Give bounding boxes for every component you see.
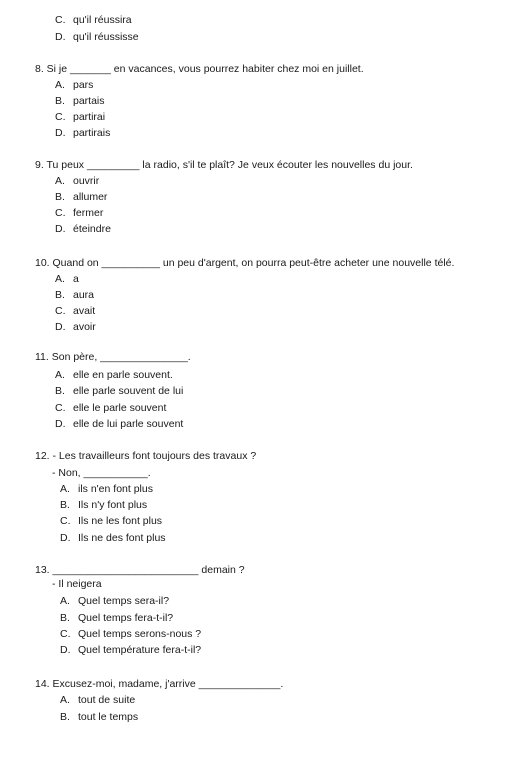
option-letter: C. (55, 111, 66, 123)
option-letter: B. (60, 711, 70, 723)
option-letter: D. (55, 321, 66, 333)
question-stem: 13. _________________________ demain ? (35, 564, 245, 576)
option-text: avait (73, 305, 96, 317)
question-subline: - Il neigera (52, 578, 102, 590)
option-letter: A. (55, 273, 65, 285)
option-letter: A. (60, 595, 70, 607)
option-text: Ils ne les font plus (78, 515, 163, 527)
option-text: elle de lui parle souvent (73, 418, 184, 430)
option-b (60, 498, 147, 512)
option-c (55, 13, 132, 27)
option-text: a (73, 273, 79, 285)
option-c (55, 110, 105, 124)
option-b (55, 288, 94, 302)
option-letter: A. (55, 79, 65, 91)
option-a (55, 78, 93, 92)
option-text: Quel température fera-t-il? (78, 644, 202, 656)
option-text: qu'il réussisse (73, 31, 139, 43)
option-letter: C. (60, 628, 71, 640)
option-letter: B. (60, 499, 70, 511)
option-letter: A. (60, 694, 70, 706)
option-text: qu'il réussira (73, 14, 132, 26)
option-letter: C. (55, 14, 66, 26)
option-a (60, 693, 135, 707)
option-letter: B. (55, 95, 65, 107)
option-c (60, 514, 162, 528)
option-letter: C. (55, 402, 66, 414)
option-letter: B. (55, 289, 65, 301)
option-text: tout le temps (78, 711, 139, 723)
option-text: Ils ne des font plus (78, 532, 166, 544)
option-letter: D. (55, 223, 66, 235)
option-c (55, 206, 103, 220)
option-text: Ils n'y font plus (78, 499, 148, 511)
option-d (55, 126, 110, 140)
option-d (60, 531, 166, 545)
option-letter: B. (60, 612, 70, 624)
question-stem: 12. - Les travailleurs font toujours des travaux ? (35, 450, 257, 462)
option-c (55, 401, 166, 415)
option-letter: D. (60, 644, 71, 656)
option-text: allumer (73, 191, 108, 203)
option-text: partais (73, 95, 105, 107)
option-text: aura (73, 289, 95, 301)
question-stem: 9. Tu peux _________ la radio, s'il te plaît? Je veux écouter les nouvelles du jour. (35, 159, 413, 171)
question-stem: 11. Son père, _______________. (35, 351, 191, 363)
option-d (55, 417, 183, 431)
option-text: Quel temps serons-nous ? (78, 628, 202, 640)
option-b (60, 611, 173, 625)
option-a (55, 174, 99, 188)
option-d (55, 222, 111, 236)
option-text: elle parle souvent de lui (73, 385, 184, 397)
option-d (55, 30, 139, 44)
option-text: tout de suite (78, 694, 136, 706)
option-b (55, 384, 183, 398)
option-text: fermer (73, 207, 104, 219)
option-text: ils n'en font plus (78, 483, 153, 495)
option-a (60, 482, 153, 496)
option-letter: C. (55, 305, 66, 317)
option-text: ouvrir (73, 175, 100, 187)
option-c (55, 304, 95, 318)
question-stem: 8. Si je _______ en vacances, vous pourrez habiter chez moi en juillet. (35, 63, 364, 75)
option-letter: D. (55, 127, 66, 139)
option-letter: C. (60, 515, 71, 527)
option-letter: B. (55, 191, 65, 203)
option-letter: C. (55, 207, 66, 219)
option-text: Quel temps sera-il? (78, 595, 170, 607)
question-stem: 10. Quand on __________ un peu d'argent, on pourra peut-être acheter une nouvelle télé. (35, 257, 455, 269)
option-text: éteindre (73, 223, 111, 235)
option-b (55, 94, 105, 108)
option-letter: D. (55, 31, 66, 43)
option-b (60, 710, 138, 724)
question-stem: 14. Excusez-moi, madame, j'arrive ______________. (35, 678, 284, 690)
option-text: partirai (73, 111, 106, 123)
option-letter: A. (55, 175, 65, 187)
option-letter: D. (60, 532, 71, 544)
option-a (55, 272, 79, 286)
option-text: partirais (73, 127, 111, 139)
option-letter: D. (55, 418, 66, 430)
option-a (60, 594, 169, 608)
option-a (55, 368, 173, 382)
option-c (60, 627, 201, 641)
option-text: pars (73, 79, 94, 91)
option-b (55, 190, 107, 204)
option-letter: A. (60, 483, 70, 495)
option-text: elle le parle souvent (73, 402, 167, 414)
option-letter: A. (55, 369, 65, 381)
option-text: avoir (73, 321, 96, 333)
option-d (55, 320, 96, 334)
question-subline: - Non, ___________. (52, 467, 151, 479)
option-letter: B. (55, 385, 65, 397)
option-text: elle en parle souvent. (73, 369, 173, 381)
option-d (60, 643, 201, 657)
option-text: Quel temps fera-t-il? (78, 612, 174, 624)
